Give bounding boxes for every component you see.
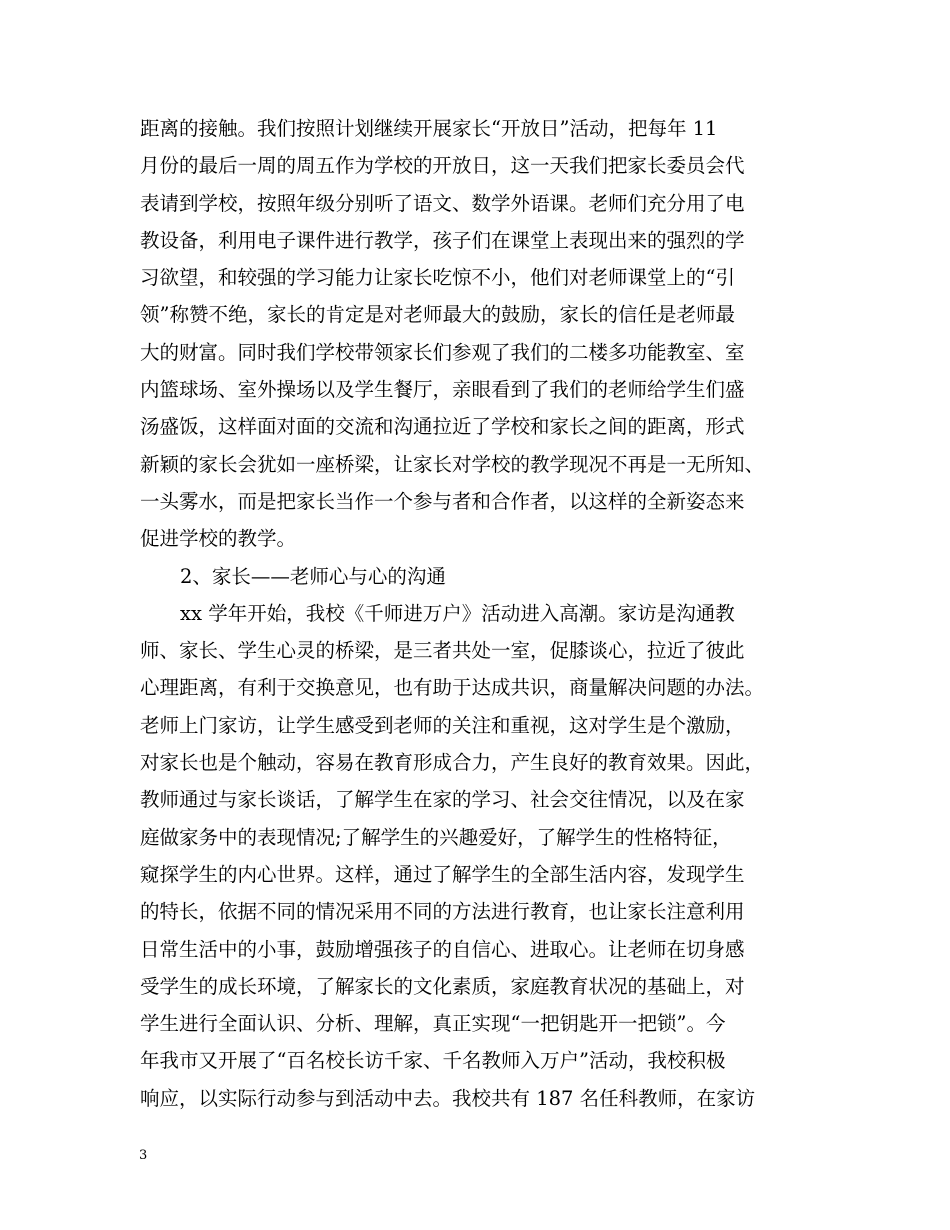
text-line: 大的财富。同时我们学校带领家长们参观了我们的二楼多功能教室、室 (140, 340, 745, 364)
text-line: 对家长也是个触动，容易在教育形成合力，产生良好的教育效果。因此， (140, 751, 765, 775)
text-line: 窥探学生的内心世界。这样，通过了解学生的全部生活内容，发现学生 (140, 862, 745, 886)
text-line: 汤盛饭，这样面对面的交流和沟通拉近了学校和家长之间的距离，形式 (140, 415, 745, 439)
text-line: 月份的最后一周的周五作为学校的开放日，这一天我们把家长委员会代 (140, 154, 745, 178)
text-line: 习欲望，和较强的学习能力让家长吃惊不小，他们对老师课堂上的“引 (140, 266, 735, 290)
body-text (140, 110, 820, 1117)
text-line: 的特长，依据不同的情况采用不同的方法进行教育，也让家长注意利用 (140, 900, 745, 924)
text-line: 日常生活中的小事，鼓励增强孩子的自信心、进取心。让老师在切身感 (140, 937, 745, 961)
text-line: 内篮球场、室外操场以及学生餐厅，亲眼看到了我们的老师给学生们盛 (140, 378, 745, 402)
section-heading: 2、家长——老师心与心的沟通 (180, 564, 446, 588)
page-number: 3 (139, 1148, 148, 1163)
text-line: 心理距离，有利于交换意见，也有助于达成共识，商量解决问题的办法。 (140, 676, 765, 700)
text-line: 一头雾水，而是把家长当作一个参与者和合作者，以这样的全新姿态来 (140, 489, 745, 513)
text-line: 学生进行全面认识、分析、理解，真正实现“一把钥匙开一把锁”。今 (140, 1012, 726, 1036)
text-line: 新颖的家长会犹如一座桥梁，让家长对学校的教学现况不再是一无所知、 (140, 452, 765, 476)
paragraph-first-line: xx 学年开始，我校《千师进万户》活动进入高潮。家访是沟通教 (180, 601, 735, 625)
text-line: 教师通过与家长谈话，了解学生在家的学习、社会交往情况，以及在家 (140, 788, 745, 812)
text-line: 表请到学校，按照年级分别听了语文、数学外语课。老师们充分用了电 (140, 191, 745, 215)
text-line: 促进学校的教学。 (140, 527, 297, 551)
text-line: 距离的接触。我们按照计划继续开展家长“开放日”活动，把每年 11 (140, 117, 718, 140)
text-line: 年我市又开展了“百名校长访千家、千名教师入万户”活动，我校积极 (140, 1049, 726, 1073)
text-line: 受学生的成长环境，了解家长的文化素质，家庭教育状况的基础上，对 (140, 974, 745, 998)
text-line: 老师上门家访，让学生感受到老师的关注和重视，这对学生是个激励， (140, 713, 745, 737)
text-line: 师、家长、学生心灵的桥梁，是三者共处一室，促膝谈心，拉近了彼此 (140, 639, 745, 663)
text-line: 领”称赞不绝，家长的肯定是对老师最大的鼓励，家长的信任是老师最 (140, 303, 735, 327)
text-line: 响应，以实际行动参与到活动中去。我校共有 187 名任科教师，在家访 (140, 1086, 756, 1110)
text-line: 庭做家务中的表现情况;了解学生的兴趣爱好，了解学生的性格特征， (140, 825, 732, 849)
text-line: 教设备，利用电子课件进行教学，孩子们在课堂上表现出来的强烈的学 (140, 228, 745, 252)
